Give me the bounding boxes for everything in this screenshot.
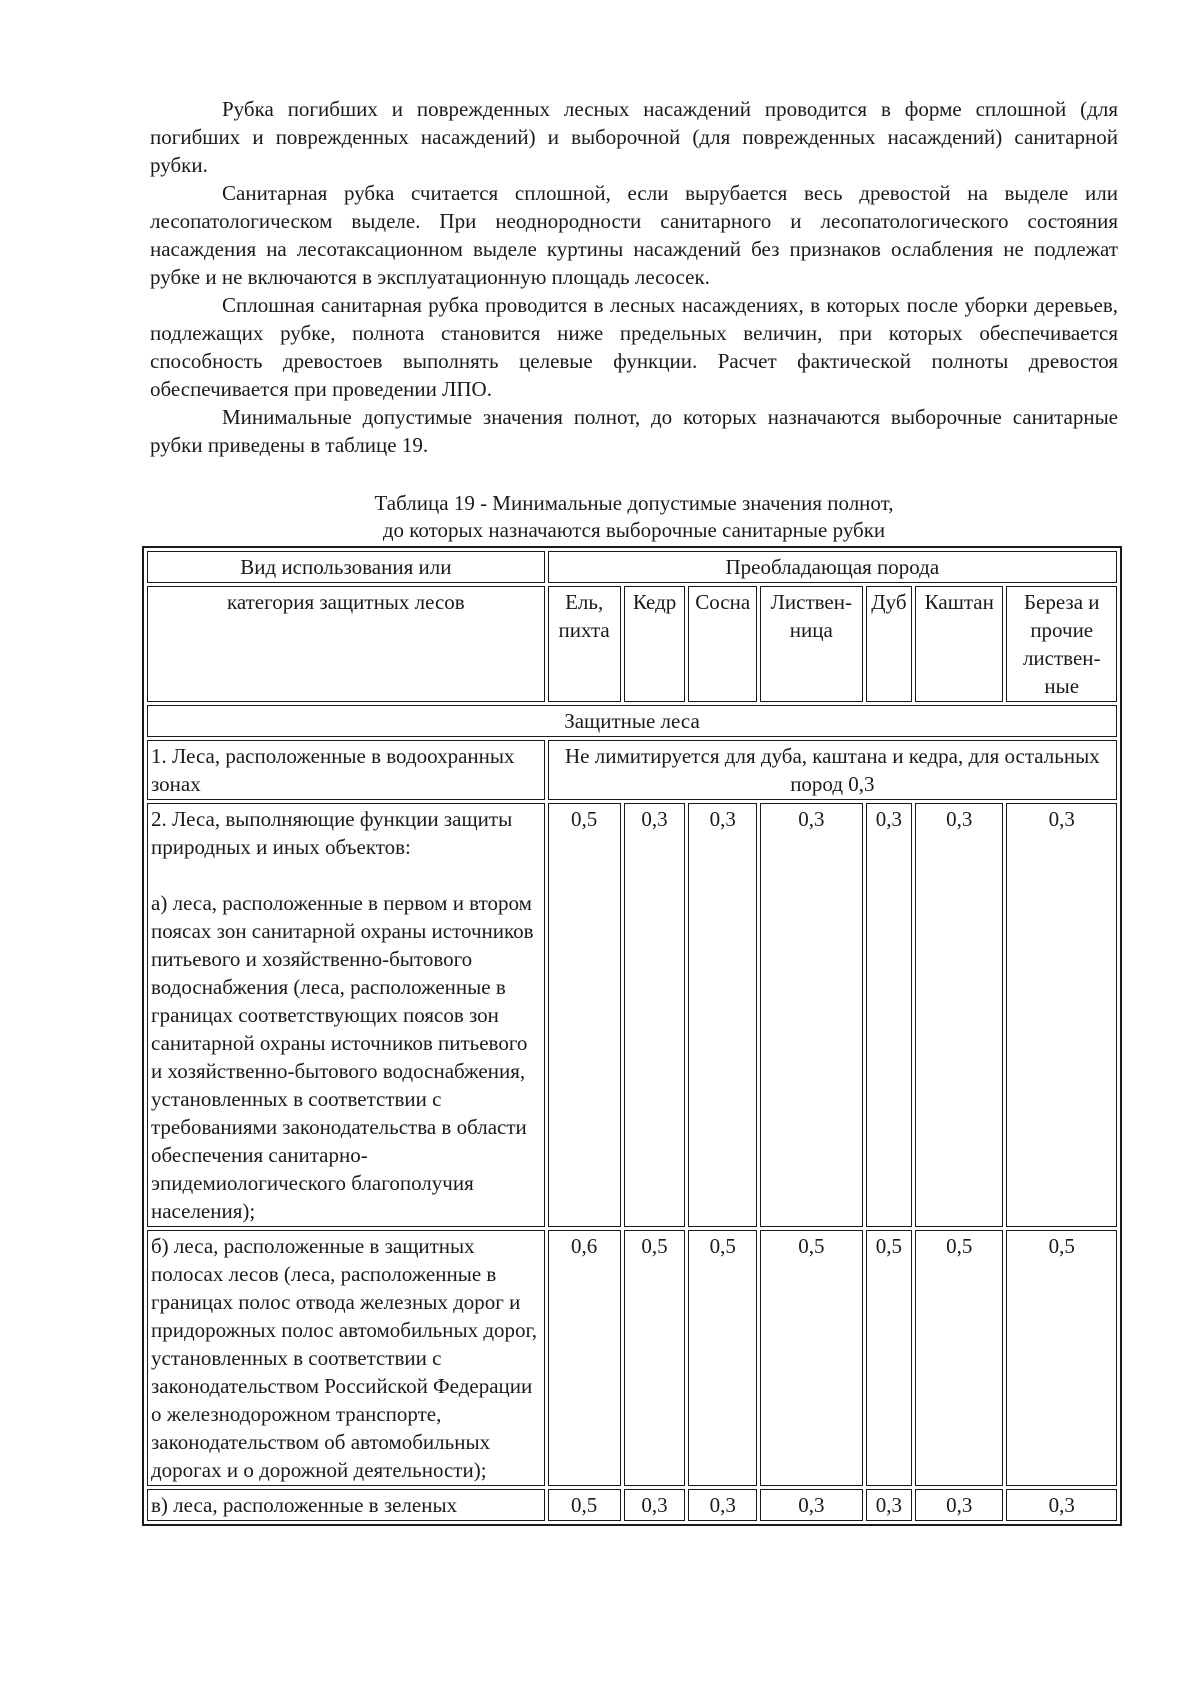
value-cell: 0,3 (1006, 803, 1117, 1227)
paragraph: Санитарная рубка считается сплошной, если вырубается весь древостой на выделе или лесопатологическом выделе. При неоднородности санитарного и лесопатологического состояния насаждения на лесотаксационном выделе куртины насаждений без признаков ослабления не подлежат рубке и не включаются в эксплуатационную площадь лесосек. (150, 181, 1118, 289)
table-row (147, 1230, 1117, 1486)
header-species: Листвен-ница (760, 586, 863, 702)
table-row (147, 803, 1117, 1227)
table-caption-line: Таблица 19 - Минимальные допустимые значения полнот, (374, 491, 894, 515)
density-table (142, 546, 1122, 1526)
value-cell: 0,3 (760, 803, 863, 1227)
table-caption-line: до которых назначаются выборочные санитарные рубки (382, 518, 886, 542)
value-cell: 0,3 (915, 803, 1003, 1227)
paragraph: Рубка погибших и поврежденных лесных насаждений проводится в форме сплошной (для погибших и поврежденных насаждений) и выборочной (для поврежденных насаждений) санитарной рубки. (150, 97, 1118, 177)
header-species: Дуб (866, 586, 912, 702)
value-cell: 0,6 (548, 1230, 621, 1486)
section-row (147, 705, 1117, 737)
row-label-part: 2. Леса, выполняющие функции защиты природных и иных объектов: (151, 807, 513, 859)
table-row (147, 740, 1117, 800)
header-species: Кедр (624, 586, 686, 702)
merged-value: Не лимитируется для дуба, каштана и кедра, для остальных пород 0,3 (548, 740, 1117, 800)
value-cell: 0,5 (1006, 1230, 1117, 1486)
value-cell: 0,3 (688, 803, 756, 1227)
header-species-group: Преобладающая порода (548, 551, 1117, 583)
paragraph: Минимальные допустимые значения полнот, до которых назначаются выборочные санитарные рубки приведены в таблице 19. (150, 405, 1118, 457)
row-label (147, 803, 545, 1227)
header-species: Сосна (688, 586, 756, 702)
value-cell: 0,5 (760, 1230, 863, 1486)
row-label: в) леса, расположенные в зеленых (147, 1489, 545, 1521)
value-cell: 0,5 (688, 1230, 756, 1486)
table-container (142, 546, 1122, 1526)
table-header-row (147, 551, 1117, 583)
table-header-row (147, 586, 1117, 702)
table-row (147, 1489, 1117, 1521)
value-cell: 0,3 (760, 1489, 863, 1521)
value-cell: 0,3 (915, 1489, 1003, 1521)
header-species: Каштан (915, 586, 1003, 702)
value-cell: 0,5 (624, 1230, 686, 1486)
row-label-part: а) леса, расположенные в первом и втором поясах зон санитарной охраны источников питьевого и хозяйственно-бытового водоснабжения (леса, расположенные в границах соответствующих поясов зон санитарной охраны источников питьевого и хозяйственно-бытового водоснабжения, установленных в соответствии с требованиями законодательства в области обеспечения санитарно-эпидемиологического благополучия населения); (151, 891, 534, 1223)
value-cell: 0,3 (624, 1489, 686, 1521)
value-cell: 0,3 (1006, 1489, 1117, 1521)
value-cell: 0,5 (915, 1230, 1003, 1486)
section-title: Защитные леса (147, 705, 1117, 737)
value-cell: 0,3 (688, 1489, 756, 1521)
header-species: Береза и прочие листвен-ные (1006, 586, 1117, 702)
value-cell: 0,5 (548, 803, 621, 1227)
row-label: 1. Леса, расположенные в водоохранных зонах (147, 740, 545, 800)
document-body (150, 95, 1118, 459)
table-caption (145, 490, 1123, 544)
value-cell: 0,3 (624, 803, 686, 1227)
header-category: категория защитных лесов (147, 586, 545, 702)
value-cell: 0,3 (866, 1489, 912, 1521)
value-cell: 0,5 (548, 1489, 621, 1521)
value-cell: 0,3 (866, 803, 912, 1227)
paragraph: Сплошная санитарная рубка проводится в лесных насаждениях, в которых после уборки деревьев, подлежащих рубке, полнота становится ниже предельных величин, при которых обеспечивается способность древостоев выполнять целевые функции. Расчет фактической полноты древостоя обеспечивается при проведении ЛПО. (150, 293, 1118, 401)
header-species: Ель, пихта (548, 586, 621, 702)
row-label: б) леса, расположенные в защитных полосах лесов (леса, расположенные в границах полос отвода железных дорог и придорожных полос автомобильных дорог, установленных в соответствии с законодательством Российской Федерации о железнодорожном транспорте, законодательством об автомобильных дорогах и о дорожной деятельности); (147, 1230, 545, 1486)
header-usage-type: Вид использования или (147, 551, 545, 583)
value-cell: 0,5 (866, 1230, 912, 1486)
